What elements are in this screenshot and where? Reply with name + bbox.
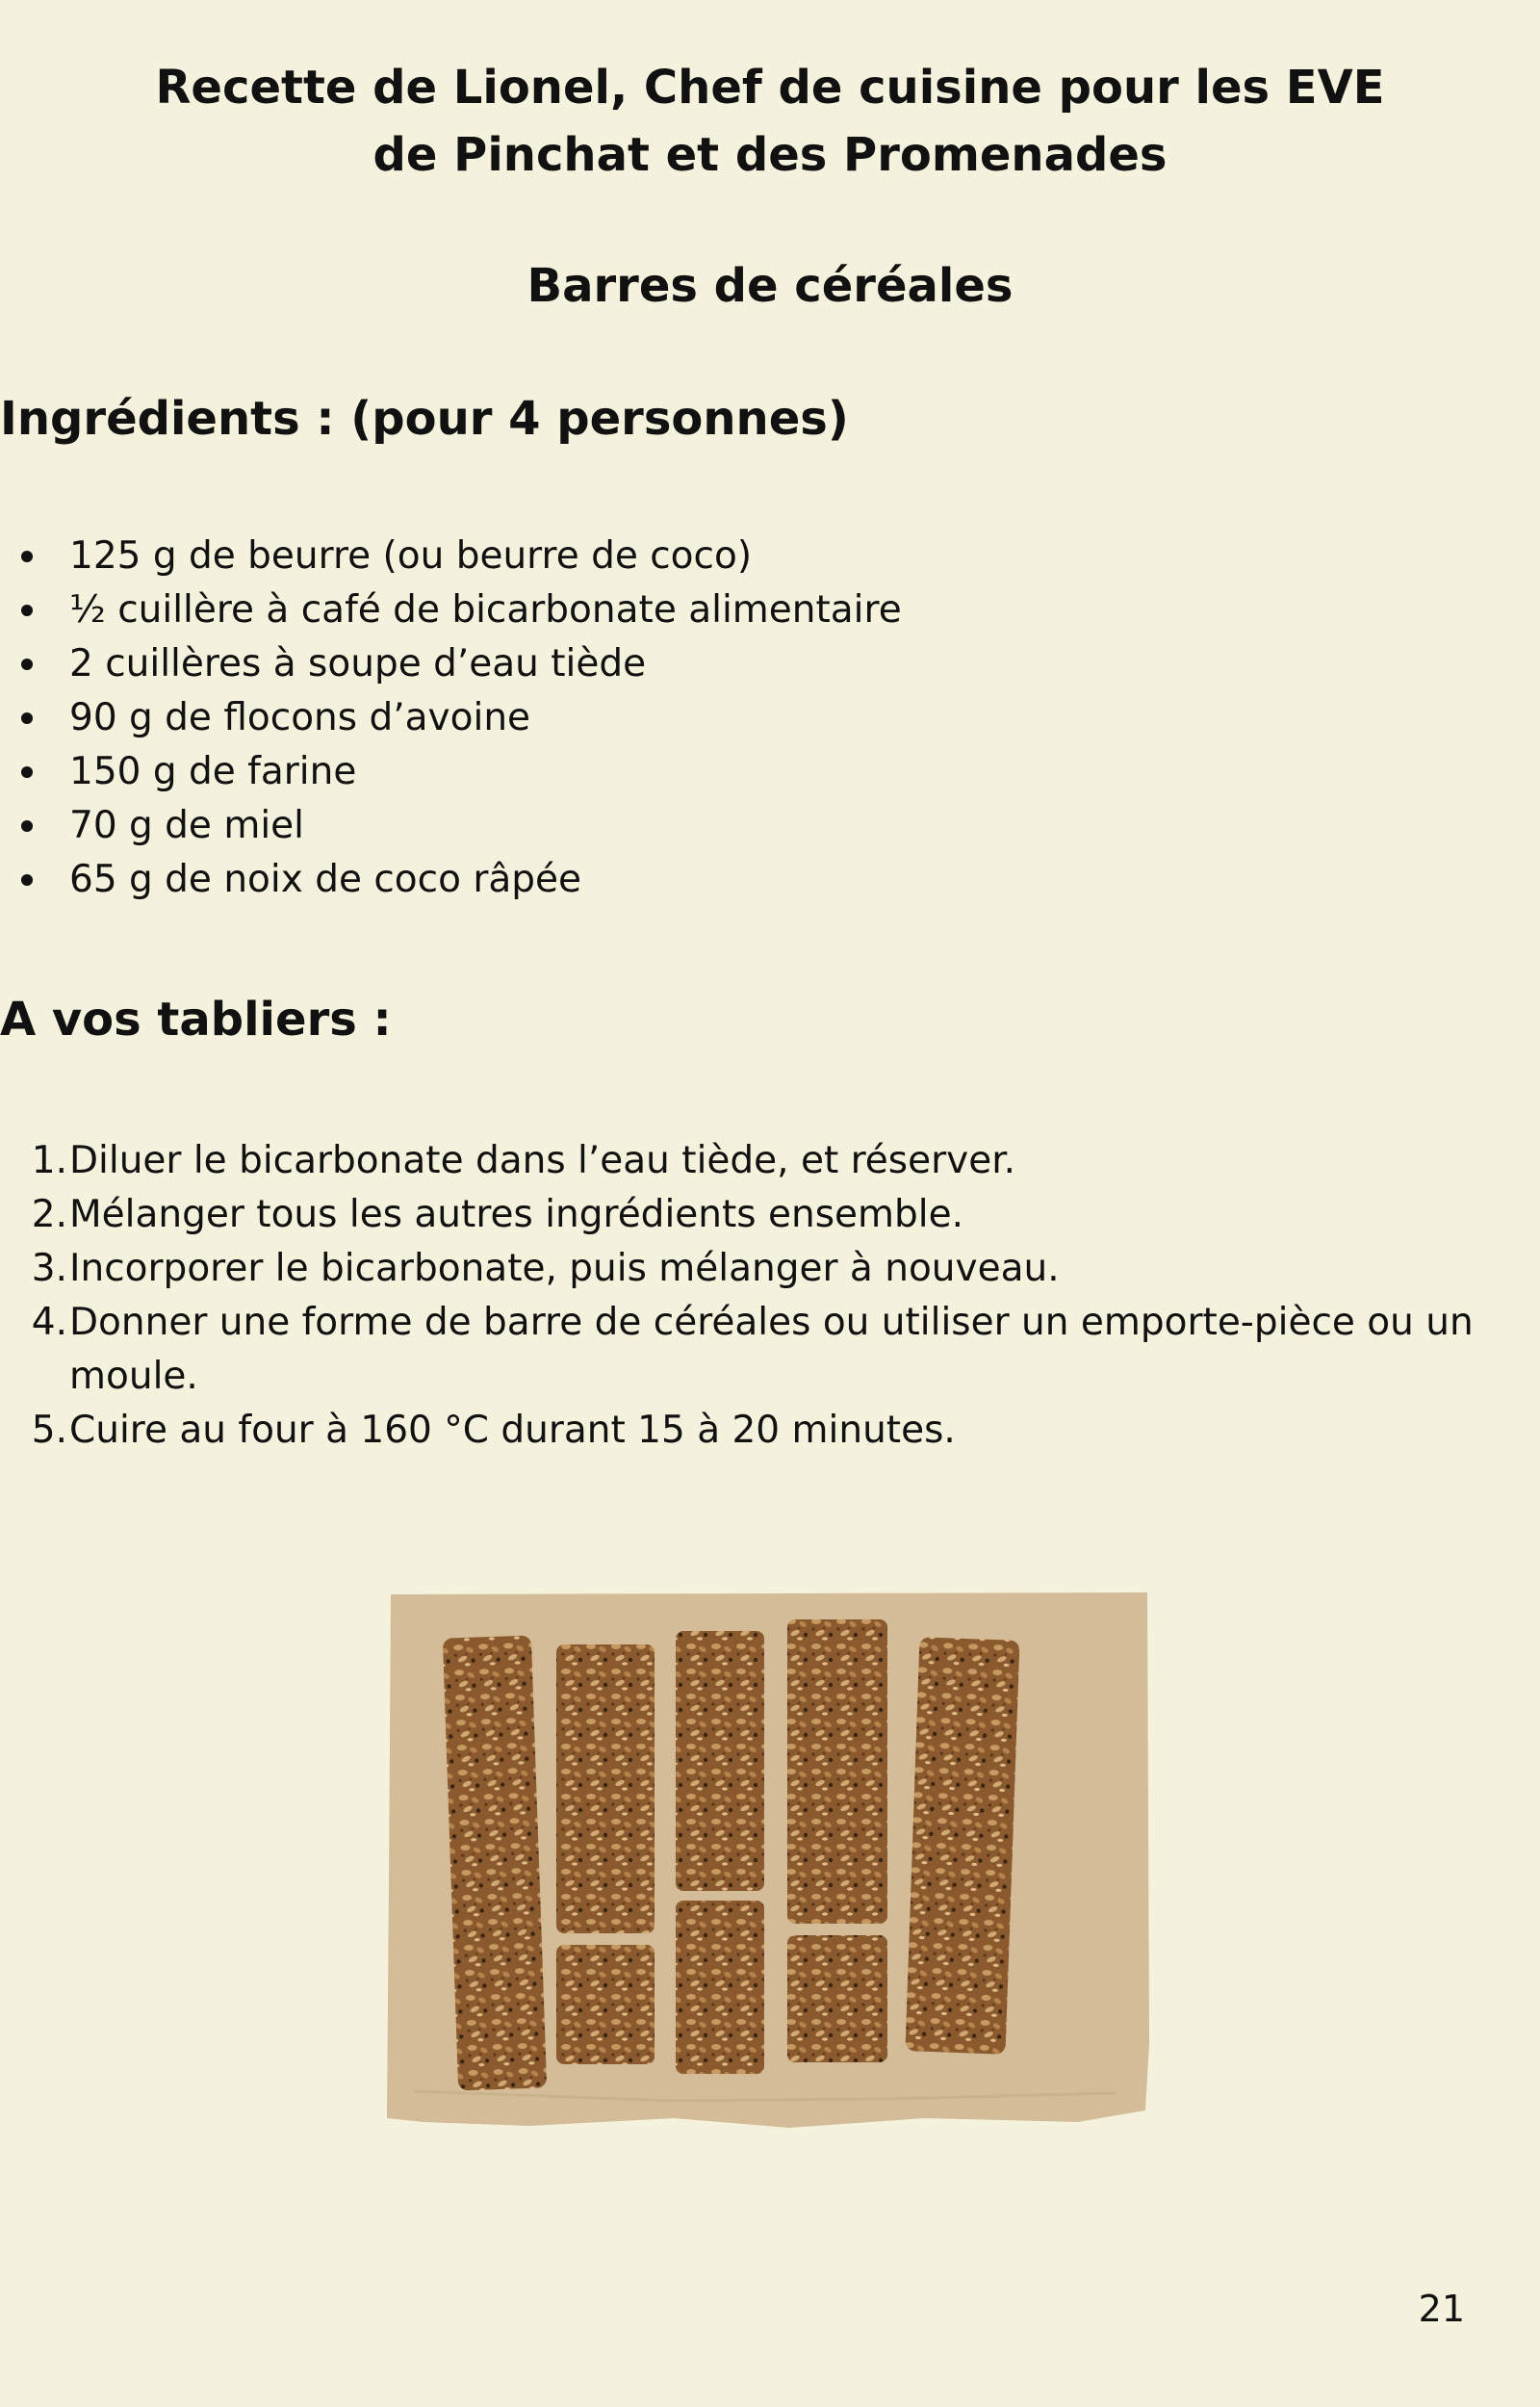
recipe-title: Barres de céréales: [526, 259, 1014, 313]
bullet-icon: [21, 659, 33, 670]
step-text: Incorporer le bicarbonate, puis mélanger à nouveau.: [69, 1247, 1060, 1290]
step-number: 2.: [31, 1193, 67, 1236]
ingredient-text: 150 g de farine: [69, 750, 357, 793]
ingredient-item: [0, 583, 902, 637]
ingredient-text: 2 cuillères à soupe d’eau tiède: [69, 642, 647, 686]
granola-bars-photo: [385, 1591, 1151, 2132]
granola-bar: [676, 1901, 764, 2074]
step-text: Diluer le bicarbonate dans l’eau tiède, et réserver.: [69, 1139, 1016, 1182]
granola-bar: [443, 1636, 547, 2091]
step-number: 4.: [31, 1301, 67, 1344]
ingredient-text: ½ cuillère à café de bicarbonate alimentaire: [69, 588, 902, 632]
granola-bar: [906, 1637, 1020, 2054]
step-item: [0, 1188, 1530, 1242]
step-item: [0, 1134, 1530, 1188]
steps-heading: A vos tabliers :: [0, 993, 392, 1047]
ingredient-item: [0, 745, 902, 799]
ingredient-text: 70 g de miel: [69, 804, 304, 847]
bullet-icon: [21, 766, 33, 778]
granola-bar: [556, 1644, 654, 1933]
granola-bar: [556, 1945, 654, 2064]
ingredients-list: [0, 530, 902, 907]
step-item: [0, 1242, 1530, 1296]
ingredient-item: [0, 853, 902, 907]
steps-list: [0, 1134, 1530, 1458]
page-title: [96, 54, 1444, 189]
bullet-icon: [21, 820, 33, 832]
ingredient-text: 90 g de flocons d’avoine: [69, 696, 531, 739]
step-number: 5.: [31, 1409, 67, 1452]
bullet-icon: [21, 874, 33, 886]
ingredient-text: 125 g de beurre (ou beurre de coco): [69, 534, 753, 578]
ingredient-item: [0, 691, 902, 745]
ingredient-item: [0, 799, 902, 853]
step-text: Cuire au four à 160 °C durant 15 à 20 minutes.: [69, 1409, 956, 1452]
bullet-icon: [21, 551, 33, 562]
step-number: 1.: [31, 1139, 67, 1182]
step-number: 3.: [31, 1247, 67, 1290]
ingredients-heading: Ingrédients : (pour 4 personnes): [0, 392, 849, 446]
step-text: Mélanger tous les autres ingrédients ensemble.: [69, 1193, 963, 1236]
bullet-icon: [21, 712, 33, 724]
granola-bar: [787, 1935, 887, 2062]
granola-bar: [787, 1619, 887, 1924]
ingredient-text: 65 g de noix de coco râpée: [69, 858, 582, 901]
page-number: 21: [1418, 2288, 1465, 2330]
step-text: Donner une forme de barre de céréales ou utiliser un emporte-pièce ou un moule.: [69, 1301, 1474, 1398]
ingredient-item: [0, 530, 902, 583]
granola-bar: [676, 1631, 764, 1891]
bullet-icon: [21, 605, 33, 616]
ingredient-item: [0, 637, 902, 691]
step-item: [0, 1296, 1530, 1404]
step-item: [0, 1404, 1530, 1458]
page-title-line-1: Recette de Lionel, Chef de cuisine pour les EVE: [155, 61, 1385, 115]
page-title-line-2: de Pinchat et des Promenades: [372, 128, 1168, 182]
